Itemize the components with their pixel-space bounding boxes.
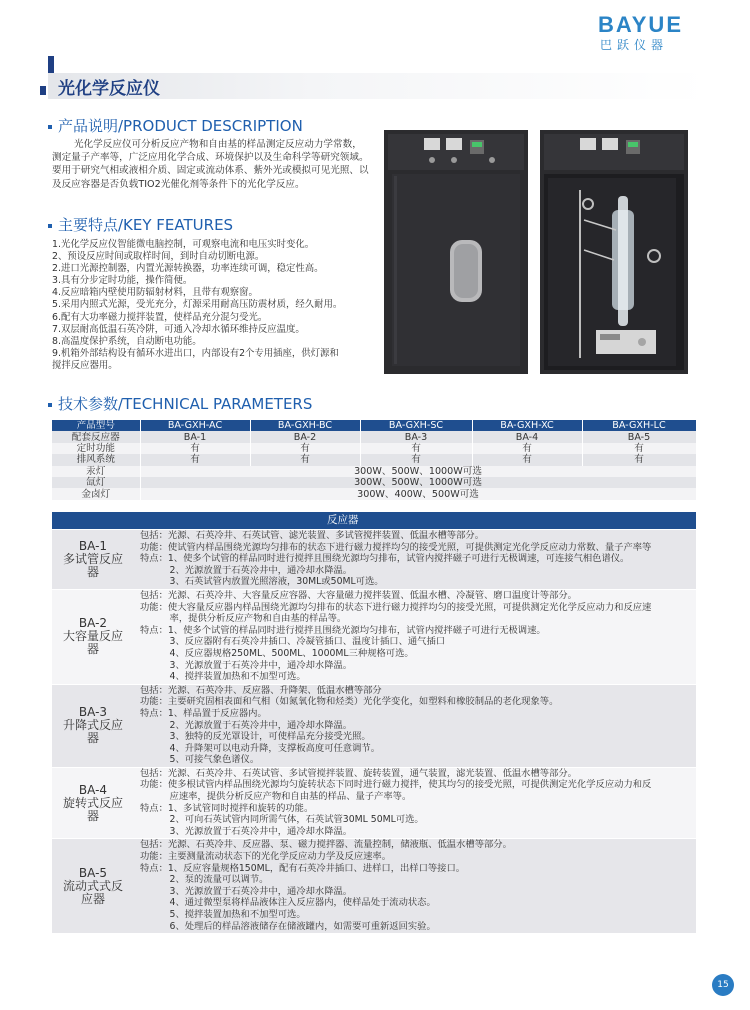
spec-header-row (52, 420, 696, 431)
reactor-name-line: BA-4 (78, 782, 108, 797)
reactor-detail-line: 特点：1、使多个试管的样品同时进行搅拌且围绕光源均匀排布，试管内搅拌磁子可进行无极调速。 (140, 624, 546, 636)
reactor-detail-line: 特点：1、多试管同时搅拌和旋转的功能。 (140, 802, 314, 814)
reactor-name-line: 应器 (80, 891, 105, 906)
reactor-name (52, 530, 134, 589)
feature-item: 3.具有分步定时功能，操作简便。 (52, 275, 193, 287)
reactor-detail-line: 包括：光源、石英冷井、石英试管、多试管搅拌装置、旋转装置，通气装置，滤光装置、低温水槽等部分。 (140, 767, 577, 779)
reactor-detail-line: 包括：光源、石英冷井、反应器、泵、磁力搅拌器、流量控制，储液瓶、低温水槽等部分。 (140, 839, 512, 851)
reactor-detail-line: 3、光源放置于石英冷井中，通冷却水降温。 (140, 825, 353, 837)
spec-cell: 有 (582, 443, 696, 454)
reactor-detail-line: 2、泵的流量可以调节。 (140, 874, 269, 886)
spec-row (52, 466, 696, 477)
reactor-details (134, 530, 696, 589)
reactor-detail-line: 2、光源放置于石英冷井中，通冷却水降温。 (140, 719, 353, 731)
reactor-name-line: 多试管反应 (62, 551, 123, 566)
features-list (52, 239, 374, 372)
description-text: 光化学反应仪可分析反应产物和自由基的样品测定反应动力学常数，测定量子产率等，广泛应用化学合成、环境保护以及生命科学等研究领域。要用于研究气相或液相介质、固定或流动体系、紫外光或模拟可见光照、以及反应容器是否负载TIO2光催化剂等条件下的光化学反应。 (52, 139, 369, 190)
reactor-name (52, 839, 134, 933)
spec-row (52, 488, 696, 499)
reactor-detail-line: 4、通过微型泵将样品液体注入反应器内，使样品处于流动状态。 (140, 897, 436, 909)
reactor-detail-line: 功能：主要研究固相表面和气相（如氮氧化物和烃类）光化学变化，如塑料和橡胶制品的老化现象等。 (140, 696, 559, 708)
feature-item: 2.进口光源控制器，内置光源转换器，功率连续可调，稳定性高。 (52, 263, 324, 275)
reactor-name-line: BA-3 (78, 705, 108, 720)
reactor-row (52, 838, 696, 933)
reactor-detail-line: 3、反应器附有石英冷井插口、冷凝管插口、温度计插口、通气插口 (140, 636, 446, 648)
reactor-detail-line: 3、石英试管内放置光照溶液，30ML或50ML可选。 (140, 576, 384, 588)
reactor-table-heading: 反应器 (327, 514, 359, 526)
brand-logo (598, 12, 718, 52)
feature-item: 4.反应暗箱内壁使用防辐射材料，且带有观察窗。 (52, 287, 258, 299)
spec-merged-cell: 300W、500W、1000W可选 (140, 466, 696, 477)
reactor-name-line: 升降式反应 (62, 718, 123, 733)
reactor-detail-line: 特点：1、反应容量规格150ML，配有石英冷井插口、进样口，出样口等接口。 (140, 862, 466, 874)
logo-text: BAYUE (598, 12, 683, 37)
spec-cell: 有 (472, 443, 582, 454)
reactor-detail-line: 4、搅拌装置加热和不加型可选。 (140, 671, 306, 683)
spec-cell: 有 (472, 454, 582, 465)
spec-cell: 有 (140, 454, 250, 465)
spec-cell: 有 (582, 454, 696, 465)
reactor-detail-line: 3、独特的反光罩设计，可使样品充分接受光照。 (140, 731, 371, 743)
reactor-detail-line: 功能：使多根试管内样品围绕光源均匀旋转状态下同时进行磁力搅拌，使其均匀的接受光照，可提供测定光化学反应动力和反 (140, 779, 652, 791)
title-accent-square (40, 86, 46, 95)
reactor-detail-line: 3、光源放置于石英冷井中，通冷却水降温。 (140, 659, 353, 671)
feature-item: 9.机箱外部结构设有循环水进出口，内部设有2个专用插座，供灯源和 (52, 347, 339, 359)
reactor-name-line: 器 (86, 808, 99, 823)
spec-merged-cell: 300W、400W、500W可选 (140, 488, 696, 499)
spec-cell: BA-2 (250, 431, 360, 442)
reactor-detail-line: 功能：使大容量反应器内样品围绕光源均匀排布的状态下进行磁力搅拌均匀的接受光照，可提供测定光化学反应动力和反应速 (140, 601, 652, 613)
reactor-name-line: BA-5 (78, 865, 108, 880)
features-heading: 主要特点/KEY FEATURES (48, 214, 233, 235)
reactor-name-line: 旋转式反应 (62, 795, 123, 810)
reactor-detail-line: 特点：1、使多个试管的样品同时进行搅拌且围绕光源均匀排布，试管内搅拌磁子可进行无极调速，可连接气相色谱仪。 (140, 553, 630, 565)
reactor-detail-line: 特点：1、样品置于反应器内。 (140, 707, 267, 719)
spec-header: BA-GXH-SC (360, 420, 472, 431)
reactor-detail-line: 率，提供分析反应产物和自由基的样品等。 (140, 613, 347, 625)
spec-cell: 有 (250, 443, 360, 454)
reactor-detail-line: 3、光源放置于石英冷井中，通冷却水降温。 (140, 885, 353, 897)
spec-row (52, 443, 696, 454)
reactor-details (134, 590, 696, 684)
reactor-table-header (52, 512, 696, 529)
logo-subtitle: 巴跃仪器 (600, 38, 669, 52)
spec-cell: BA-1 (140, 431, 250, 442)
reactor-name (52, 590, 134, 684)
reactor-name-line: 流动式式反 (62, 878, 123, 893)
spec-cell: BA-3 (360, 431, 472, 442)
reactor-detail-line: 5、搅拌装置加热和不加型可选。 (140, 909, 306, 920)
reactor-name-line: BA-1 (78, 538, 108, 553)
spec-cell: 有 (250, 454, 360, 465)
page-number: 15 (712, 974, 734, 996)
reactor-detail-line: 功能：使试管内样品围绕光源均匀排布的状态下进行磁力搅拌均匀的接受光照，可提供测定光化学反应动力常数、量子产率等 (140, 541, 652, 553)
reactor-name-line: 器 (86, 731, 99, 746)
spec-header: 产品型号 (52, 420, 140, 431)
spec-header: BA-GXH-XC (472, 420, 582, 431)
spec-cell: 有 (360, 454, 472, 465)
spec-cell: 有 (360, 443, 472, 454)
spec-row (52, 477, 696, 488)
feature-item: 6.配有大功率磁力搅拌装置，使样品充分混匀受光。 (52, 311, 268, 323)
feature-item: 5.采用内照式光源，受光充分，灯源采用耐高压防震材质，经久耐用。 (52, 299, 343, 311)
reactor-detail-line: 6、处理后的样品溶液储存在储液罐内，如需要可重新返回实验。 (140, 920, 436, 932)
reactor-table (52, 512, 696, 933)
spec-merged-cell: 300W、500W、1000W可选 (140, 477, 696, 488)
product-photo (384, 130, 688, 374)
spec-row-label: 金卤灯 (52, 488, 140, 499)
feature-item: 8.高温度保护系统，自动断电功能。 (52, 335, 202, 347)
reactor-detail-line: 应速率，提供分析反应产物和自由基的样品、量子产率等。 (140, 791, 412, 803)
spec-row-label: 氙灯 (52, 477, 140, 488)
spec-row-label: 定时功能 (52, 443, 140, 454)
spec-row-label: 汞灯 (52, 466, 140, 477)
spec-row-label: 排风系统 (52, 454, 140, 465)
reactor-details (134, 685, 696, 767)
reactor-name-line: 器 (86, 564, 99, 579)
feature-item: 搅拌反应器用。 (52, 359, 118, 371)
reactor-detail-line: 4、升降架可以电动升降，支撑板高度可任意调节。 (140, 742, 380, 754)
reactor-name (52, 768, 134, 839)
reactor-details (134, 768, 696, 839)
spec-header: BA-GXH-BC (250, 420, 360, 431)
spec-row (52, 454, 696, 465)
feature-item: 2、预设反应时间或取样时间，到时自动切断电源。 (52, 251, 265, 263)
reactor-detail-line: 包括：光源、石英冷井、石英试管、滤光装置、多试管搅拌装置、低温水槽等部分。 (140, 530, 484, 541)
spec-cell: BA-4 (472, 431, 582, 442)
reactor-row (52, 684, 696, 767)
reactor-detail-line: 5、可接气象色谱仪。 (140, 754, 260, 766)
reactor-row (52, 529, 696, 589)
reactor-row (52, 589, 696, 684)
page-title: 光化学反应仪 (58, 79, 160, 99)
spec-row (52, 431, 696, 442)
spec-table (52, 420, 697, 500)
reactor-name-line: 器 (86, 642, 99, 657)
spec-header: BA-GXH-LC (582, 420, 696, 431)
reactor-detail-line: 2、可向石英试管内同所需气体，石英试管30ML 50ML可选。 (140, 814, 424, 826)
spec-header: BA-GXH-AC (140, 420, 250, 431)
feature-item: 7.双层耐高低温石英冷阱，可通入冷却水循环维持反应温度。 (52, 323, 305, 335)
spec-cell: 有 (140, 443, 250, 454)
reactor-detail-line: 包括：光源、石英冷井、大容量反应容器、大容量磁力搅拌装置、低温水槽、冷凝管、磨口温度计等部分。 (140, 589, 577, 601)
reactor-detail-line: 功能：主要测量流动状态下的光化学反应动力学及反应速率。 (140, 851, 392, 863)
spec-row-label: 配套反应器 (52, 431, 140, 442)
reactor-detail-line: 包括：光源、石英冷井、反应器、升降架、低温水槽等部分 (140, 684, 382, 696)
description-heading: 产品说明/PRODUCT DESCRIPTION (48, 115, 303, 136)
reactor-name-line: 大容量反应 (62, 629, 123, 644)
spec-cell: BA-5 (582, 431, 696, 442)
feature-item: 1.光化学反应仪智能微电脑控制，可观察电流和电压实时变化。 (52, 239, 315, 250)
reactor-name-line: BA-2 (78, 616, 108, 631)
reactor-detail-line: 4、反应器规格250ML、500ML、1000ML三种规格可选。 (140, 647, 414, 659)
reactor-name (52, 685, 134, 767)
params-heading: 技术参数/TECHNICAL PARAMETERS (48, 393, 312, 414)
reactor-row (52, 767, 696, 839)
reactor-detail-line: 2、光源放置于石英冷井中，通冷却水降温。 (140, 564, 353, 576)
reactor-details (134, 839, 696, 933)
